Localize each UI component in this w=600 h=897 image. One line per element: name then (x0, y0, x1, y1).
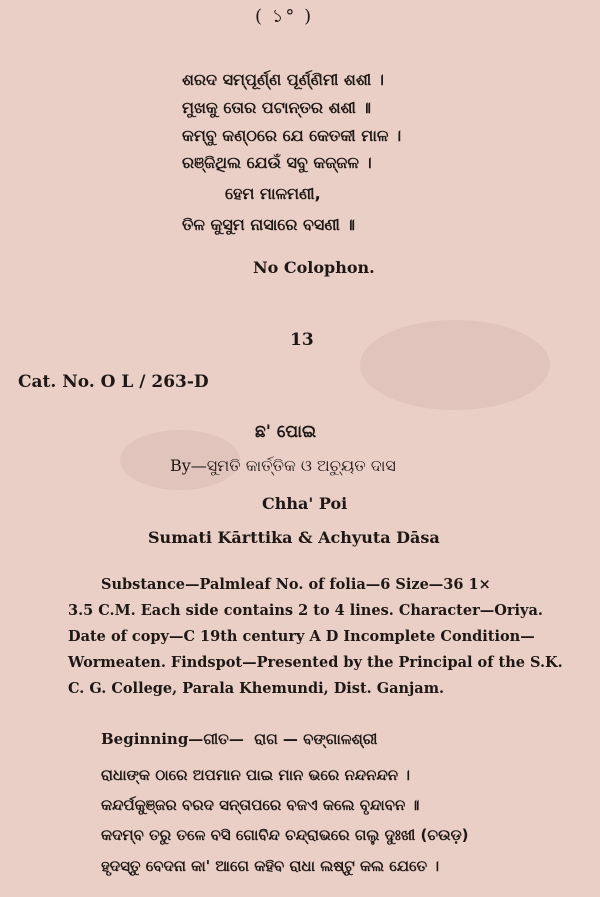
top-verse-line: ରଞ୍ଜିଥିଲ ଯେଉଁ ସବୁ କଜ୍ଜଳ । (182, 153, 372, 172)
beginning-heading (101, 730, 377, 748)
beginning-dash: — (228, 730, 244, 748)
author-prefix: By (170, 456, 191, 475)
author-line (170, 456, 396, 476)
title-roman: Chha' Poi (262, 494, 348, 513)
author-roman: Sumati Kārttika & Achyuta Dāsa (148, 528, 440, 547)
description-line: Date of copy—C 19th century A D Incomplete Condition— (68, 628, 535, 645)
top-verse-line: ମୁଖକୁ ତୋର ପଟାନ୍ତର ଶଶୀ ॥ (182, 98, 371, 117)
catalogue-number: Cat. No. O L / 263-D (18, 372, 209, 392)
author-oriya: ସୁମତି କାର୍ତ୍ତିକ ଓ ଅଚ୍ୟୁତ ଦାସ (206, 456, 396, 475)
description-line: Substance—Palmleaf No. of folia—6 Size—36 1× (101, 576, 491, 593)
beginning-raga: ରାଗ — ବଙ୍ଗାଳଶ୍ରୀ (254, 730, 378, 748)
beginning-verse-line: କନ୍ଦର୍ପକୁଞ୍ଜର ବରଦ ସନ୍ତାପରେ ବଜଏ କଲେ ବୃନ୍ଦାବନ ॥ (101, 796, 420, 814)
description-line: 3.5 C.M. Each side contains 2 to 4 lines. Character—Oriya. (68, 602, 543, 619)
description-line: C. G. College, Parala Khemundi, Dist. Ganjam. (68, 680, 445, 697)
beginning-verse-line: କଦମ୍ବ ତରୁ ତଳେ ବସି ଗୋବିନ୍ଦ ଚନ୍ଦ୍ରାଭରେ ଗଲୁ ଦୁଃଖୀ (ଚଉଡ଼) (101, 826, 469, 844)
top-verse-line: ଶରଦ ସମ୍ପୂର୍ଣ୍ଣ ପୂର୍ଣ୍ଣିମୀ ଶଶୀ । (182, 70, 384, 89)
title-oriya: ଛ' ପୋଇ (255, 422, 317, 442)
entry-number: 13 (290, 330, 314, 350)
beginning-oriya-word: ଗୀତ (203, 730, 229, 748)
beginning-verse-line: ହୃଦସ୍ତୁ ବେଦନା କା' ଆଗେ କହିବ ରାଧା ଲଷ୍ଟୁ କଲ ଯେତେ । (101, 857, 440, 875)
colophon-note: No Colophon. (253, 258, 375, 277)
top-verse-line: କମ୍ବୁ କଣ୍ଠରେ ଯେ କେତକୀ ମାଳ । (182, 126, 402, 145)
top-verse-line: ତିଳ କୁସୁମ ନାସାରେ ବସଣୀ ॥ (182, 215, 355, 234)
page-number: ( ১° ) (255, 6, 314, 27)
paper-stain (360, 320, 550, 410)
beginning-verse-line: ରାଧାଙ୍କ ଠାରେ ଅପମାନ ପାଇ ମାନ ଭରେ ନନ୍ଦନନ୍ଦନ । (101, 766, 411, 784)
beginning-label: Beginning— (101, 730, 204, 748)
description-line: Wormeaten. Findspot—Presented by the Principal of the S.K. (68, 654, 563, 671)
author-separator: — (190, 456, 207, 475)
top-verse-line: ହେମ ମାଳମଣୀ, (225, 184, 321, 203)
